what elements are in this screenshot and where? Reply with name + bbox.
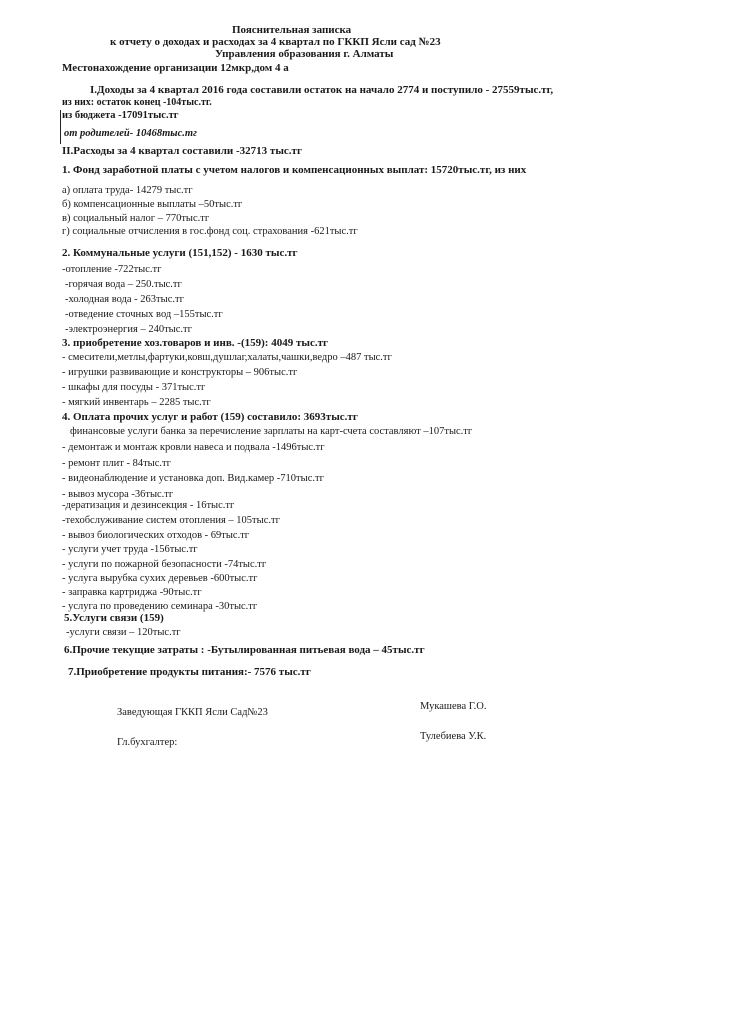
accountant-name: Тулебиева У.К. (420, 731, 487, 742)
section-6-title: 6.Прочие текущие затраты : -Бутылированная питьевая вода – 45тыс.тг (64, 644, 425, 656)
section-2-item: -отопление -722тыс.тг (62, 264, 162, 275)
income-parents: от родителей- 10468тыс.тг (64, 128, 197, 139)
income-title: I.Доходы за 4 квартал 2016 года составили остаток на начало 2774 и поступило - 27559тыс.тг, (90, 84, 554, 96)
section-3-item: - шкафы для посуды - 371тыс.тг (62, 382, 206, 393)
section-5-title: 5.Услуги связи (159) (64, 612, 164, 624)
section-4-item: - ремонт плит - 84тыс.тг (62, 458, 171, 469)
head-name: Мукашева Г.О. (420, 701, 487, 712)
expenses-title: II.Расходы за 4 квартал составили -32713 тыс.тг (62, 145, 302, 157)
section-2-title: 2. Коммунальные услуги (151,152) - 1630 тыс.тг (62, 247, 298, 259)
section-3-item: - смесители,метлы,фартуки,ковш,душлаг,халаты,чашки,ведро –487 тыс.тг (62, 352, 392, 363)
head-role: Заведующая ГККП Ясли Сад№23 (117, 707, 268, 718)
section-2-item: -отведение сточных вод –155тыс.тг (65, 309, 223, 320)
section-2-item: -холодная вода - 263тыс.тг (65, 294, 184, 305)
section-4-item: финансовые услуги банка за перечисление зарплаты на карт-счета составляют –107тыс.тг (70, 426, 473, 437)
section-3-title: 3. приобретение хоз.товаров и инв. -(159): 4049 тыс.тг (62, 337, 328, 349)
section-1-item: в) социальный налог – 770тыс.тг (62, 213, 210, 224)
section-4-item: - услуга вырубка сухих деревьев -600тыс.тг (62, 573, 258, 584)
section-4-item: - услуги учет труда -156тыс.тг (62, 544, 198, 555)
doc-title: Пояснительная записка (232, 24, 352, 36)
section-4-item: - услуга по проведению семинара -30тыс.тг (62, 601, 258, 612)
section-1-title: 1. Фонд заработной платы с учетом налогов и компенсационных выплат: 15720тыс.тг, из них (62, 164, 527, 176)
section-4-item: - демонтаж и монтаж кровли навеса и подвала -1496тыс.тг (62, 442, 325, 453)
doc-subtitle: к отчету о доходах и расходах за 4 квартал по ГККП Ясли сад №23 (110, 36, 441, 48)
section-3-item: - мягкий инвентарь – 2285 тыс.тг (62, 397, 211, 408)
section-1-item: г) социальные отчисления в гос.фонд соц. страхования -621тыс.тг (62, 226, 358, 237)
section-3-item: - игрушки развивающие и конструкторы – 906тыс.тг (62, 367, 298, 378)
section-2-item: -электроэнергия – 240тыс.тг (65, 324, 192, 335)
section-4-item: -дератизация и дезинсекция - 16тыс.тг (62, 500, 235, 511)
section-1-item: б) компенсационные выплаты –50тыс.тг (62, 199, 243, 210)
accountant-role: Гл.бухгалтер: (117, 737, 178, 748)
doc-organization: Управления образования г. Алматы (215, 48, 394, 60)
section-1-item: а) оплата труда- 14279 тыс.тг (62, 185, 193, 196)
section-4-item: - вывоз биологических отходов - 69тыс.тг (62, 530, 250, 541)
section-4-item: - услуги по пожарной безопасности -74тыс.тг (62, 559, 267, 570)
income-budget: из бюджета -17091тыс.тг (62, 110, 179, 121)
margin-line (60, 110, 61, 144)
doc-location: Местонахождение организации 12мкр,дом 4 а (62, 62, 289, 74)
section-5-item: -услуги связи – 120тыс.тг (66, 627, 181, 638)
section-4-item: - заправка картриджа -90тыс.тг (62, 587, 202, 598)
section-4-item: -техобслуживание систем отопления – 105тыс.тг (62, 515, 280, 526)
section-4-title: 4. Оплата прочих услуг и работ (159) составило: 3693тыс.тг (62, 411, 358, 423)
section-4-item: - вывоз мусора -36тыс.тг (62, 489, 174, 500)
section-2-item: -горячая вода – 250.тыс.тг (65, 279, 182, 290)
section-4-item: - видеонаблюдение и установка доп. Вид.камер -710тыс.тг (62, 473, 324, 484)
section-7-title: 7.Приобретение продукты питания:- 7576 тыс.тг (68, 666, 311, 678)
income-remainder: из них: остаток конец -104тыс.тг. (62, 97, 212, 108)
